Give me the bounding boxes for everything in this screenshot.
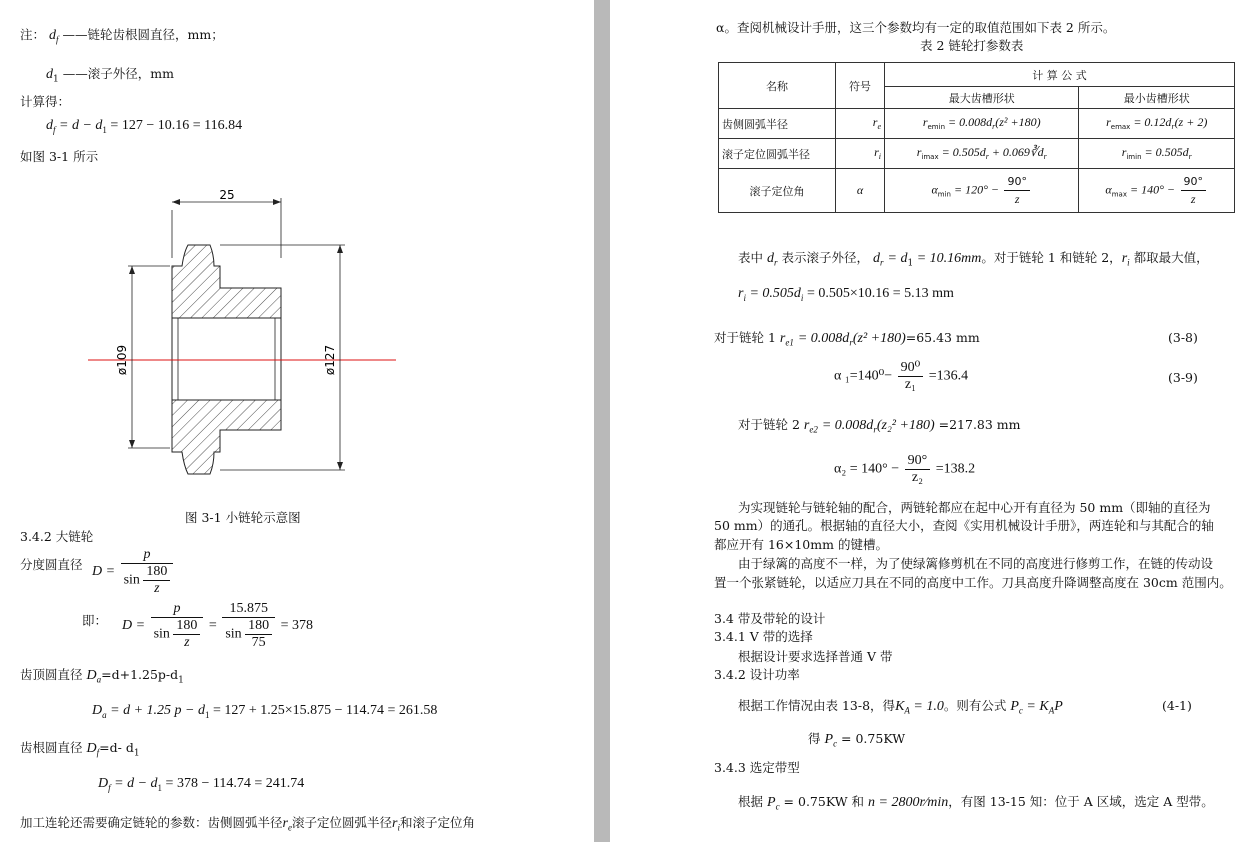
eq-number-3-8: (3-8) bbox=[1168, 330, 1198, 345]
section-3-4-3: 3.4.3 选定带型 bbox=[714, 760, 800, 775]
dim-right-label: ø127 bbox=[323, 344, 337, 376]
root-diameter-label: 齿根圆直径 $D_f=d-$ $d_1$ bbox=[20, 740, 140, 759]
table-row: 齿侧圆弧半径 $r_e$ $r_{emin} = 0.008d_r(z^2 +180)$ $r_{emax} = 0.12d_r(z + 2)$ bbox=[719, 109, 1235, 139]
eq-ji: D = p sin $\frac{180}{z}$ = 15.875 sin $\frac{180}{75}$ = 378 bbox=[122, 601, 314, 650]
eq-tip: $D_a = d + 1.25$ $p - d_1 = 127 + 1.25\times 15.875 - 114.74 = 261.58$ bbox=[92, 703, 438, 720]
parameter-table bbox=[718, 62, 1235, 213]
note-line-d1: $d_1$ ——滚子外径，mm bbox=[46, 66, 174, 85]
section-3-4-1: 3.4.1 V 带的选择 bbox=[714, 629, 813, 644]
eq-number-4-1: (4-1) bbox=[1162, 698, 1192, 713]
d1-symbol: d bbox=[46, 67, 53, 82]
table-caption: 表 2 链轮打参数表 bbox=[920, 38, 1024, 53]
section-3-4-1-text: 根据设计要求选择普通 V 带 bbox=[738, 649, 893, 664]
eq-df-formula: = d − d bbox=[59, 118, 103, 133]
pc-result-line: 得 $P_c = 0.75KW$ bbox=[808, 731, 906, 749]
para3-line1: 由于绿篱的高度不一样，为了使绿篱修剪机在不同的高度进行修剪工作，在链的传动设 bbox=[738, 556, 1214, 571]
sprocket1-line: 对于链轮 1 $r_{e1} = 0.008d_r(z^2 +180)=65.43$ mm bbox=[714, 330, 980, 348]
para2-line3: 都应开有 16×10mm 的键槽。 bbox=[714, 537, 888, 552]
note-label: 注： bbox=[20, 27, 46, 42]
section-3-4: 3.4 带及带轮的设计 bbox=[714, 611, 826, 626]
th-min: 最小齿槽形状 bbox=[1079, 87, 1235, 109]
figure-caption: 图 3-1 小链轮示意图 bbox=[185, 510, 301, 525]
eq-pitch: D = p sin $\frac{180}{z}$ bbox=[92, 547, 175, 597]
section-3-4-2: 3.4.2 大链轮 bbox=[20, 529, 94, 544]
section-3-4-2-belt: 3.4.2 设计功率 bbox=[714, 667, 800, 682]
eq-alpha1: α ₁=140⁰− $\frac{\text{90⁰}}{\text{z₁}}$ =136.4 bbox=[834, 360, 969, 392]
eq-df-values: = 127 − 10.16 = 116.84 bbox=[106, 118, 243, 133]
calc-label: 计算得： bbox=[20, 94, 71, 109]
belt-type-line: 根据 $P_c = 0.75KW$ 和 n = 2800r⁄min，有图 13-15 知：位于 A 区域，选定 A 型带。 bbox=[738, 794, 1214, 812]
see-figure-text: 如图 3-1 所示 bbox=[20, 149, 99, 164]
note-line-df: 注： $d_f$ ——链轮齿根圆直径，mm； bbox=[20, 27, 224, 45]
pitch-D: D = bbox=[92, 564, 116, 580]
eq-number-3-9: (3-9) bbox=[1168, 370, 1198, 385]
eq-root: $D_f = d - d_1 = 378 - 114.74 = 241.74$ bbox=[98, 776, 305, 793]
pitch-diameter-label: 分度圆直径 bbox=[20, 557, 83, 572]
para2-line2: 50 mm）的通孔。根据轴的直径大小，查阅《实用机械设计手册》，两连轮和与其配合的轴 bbox=[714, 518, 1214, 533]
para2-line1: 为实现链轮与链轮轴的配合，两链轮都应在起中心开有直径为 50 mm（即轴的直径为 bbox=[738, 500, 1211, 515]
eq-alpha2: α₂ = 140° − $\frac{90^\circ}{\text{z₂}}$ =138.2 bbox=[834, 453, 976, 485]
dim-top-label: 25 bbox=[219, 188, 235, 202]
sprocket-figure bbox=[0, 180, 594, 480]
d1-description: ——滚子外径，mm bbox=[62, 66, 174, 81]
dr-explanation: 表中 $d_r$ 表示滚子外径， $d_r = d_1 = 10.16mm$。对于链轮 1 和链轮 2，$r_i$ 都取最大值， bbox=[738, 250, 1209, 269]
eq-ri: $r_i = 0.505d_i = 0.505\times 10.16 = 5.13$ mm bbox=[738, 286, 954, 303]
table-row: 滚子定位圆弧半径 $r_i$ $r_{imax} = 0.505d_r$ + $0.069∛d_r$ $r_{imin} = 0.505d_r$ bbox=[719, 139, 1235, 169]
dim-left-label: ø109 bbox=[115, 344, 129, 376]
alpha-intro: α。查阅机械设计手册，这三个参数均有一定的取值范围如下表 2 所示。 bbox=[716, 20, 1116, 35]
ji-label: 即： bbox=[82, 613, 108, 628]
th-formula: 计 算 公 式 bbox=[885, 63, 1235, 87]
th-name: 名称 bbox=[719, 63, 836, 109]
sprocket2-line: 对于链轮 2 $r_{e2} = 0.008d_r(z_2^2 +180) =217.83$ mm bbox=[738, 417, 1021, 435]
th-symbol: 符号 bbox=[836, 63, 885, 109]
df-symbol: d bbox=[49, 28, 56, 43]
left-page bbox=[0, 0, 594, 842]
para3-line2: 置一个张紧链轮，以适应刀具在不同的高度中工作。刀具高度升降调整高度在 30cm 范围内。 bbox=[714, 575, 1232, 590]
table-row: 滚子定位角 α $\alpha_{min} = 120^\circ$ − $\frac{90^\circ}{z}$ $\alpha_{max} = 140^\circ$ − $\frac{90^\circ}{z}$ bbox=[719, 169, 1235, 213]
params-intro-line: 加工连轮还需要确定链轮的参数：齿侧圆弧半径$r_e$滚子定位圆弧半径$r_i$和滚子定位角 bbox=[20, 815, 475, 833]
right-page bbox=[610, 0, 1238, 842]
ka-line: 根据工作情况由表 13-8，得$K_A = 1.0$。则有公式 $P_c = K_AP$ bbox=[738, 698, 1063, 716]
th-max: 最大齿槽形状 bbox=[885, 87, 1079, 109]
df-description: ——链轮齿根圆直径，mm； bbox=[62, 27, 224, 42]
tip-diameter-label: 齿顶圆直径 $D_a=d+1.25p-d_1$ bbox=[20, 667, 184, 686]
eq-df: $d_f = d - d_1 = 127 - 10.16 = 116.84$ bbox=[46, 118, 243, 135]
